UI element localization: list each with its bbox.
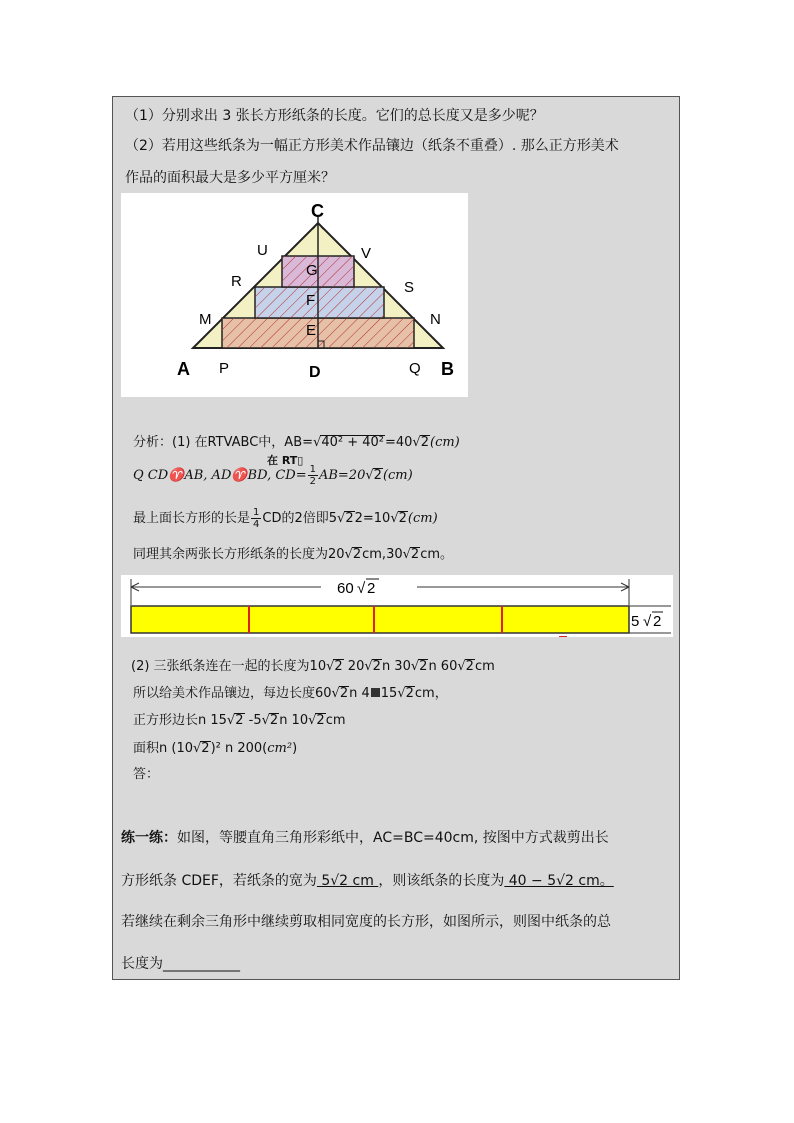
analysis-line-4: 同理其余两张长方形纸条的长度为20√2cm,30√2cm。 [133, 547, 454, 562]
svg-text:√: √ [357, 580, 366, 597]
label-a: A [177, 359, 190, 379]
width-label: 5 [631, 613, 640, 630]
label-q: Q [409, 360, 421, 377]
triangle-diagram [121, 193, 468, 397]
label-g: G [306, 262, 318, 279]
strip-figure [121, 575, 673, 637]
length-rad: 2 [367, 580, 376, 597]
question-2-line-1: （2）若用这些纸条为一幅正方形美术作品镶边（纸条不重叠）. 那么正方形美术 [125, 138, 619, 154]
svg-text:√: √ [643, 613, 652, 630]
label-s: S [404, 279, 415, 296]
label-r: R [231, 273, 242, 290]
practice-line-3: 若继续在剩余三角形中继续剪取相同宽度的长方形，如图所示，则图中纸条的总 [121, 914, 611, 930]
part2-line-4: 面积n (10√2)² n 200(cm²) [133, 741, 298, 756]
question-1: （1）分别求出 3 张长方形纸条的长度。它们的总长度又是多少呢？ [125, 108, 544, 124]
analysis-line-1: 分析：(1) 在RTVABC中，AB=√40² + 40²=40√2(cm) [133, 435, 460, 450]
practice-line-1: 练一练：如图，等腰直角三角形彩纸中，AC=BC=40cm, 按图中方式裁剪出长 [121, 830, 609, 846]
question-2-line-2: 作品的面积最大是多少平方厘米？ [125, 170, 335, 186]
part2-line-2: 所以给美术作品镶边，每边长度60√2n 4 15√2cm， [133, 686, 448, 701]
label-e: E [306, 322, 317, 339]
length-label: 60 [337, 580, 354, 597]
yellow-strip [131, 606, 629, 633]
triangle-figure [121, 193, 468, 397]
part2-line-1: (2) 三张纸条连在一起的长度为10√2 20√2n 30√2n 60√2cm [131, 659, 495, 674]
rect-middle-hatch [255, 287, 384, 318]
label-b: B [441, 359, 454, 379]
practice-line-4: 长度为___________ [121, 956, 240, 972]
analysis-line-3: 最上面长方形的长是 $\frac{1}{4}$ CD的2倍即5√22=10√2(cm) [133, 507, 438, 530]
label-v: V [361, 245, 372, 262]
label-p: P [219, 360, 230, 377]
practice-line-2: 方形纸条 CDEF，若纸条的宽为 5√2 cm ，则该纸条的长度为 40 − 5√2 cm。 [121, 873, 614, 889]
analysis-line-2-top: 在 RT▯ [267, 454, 304, 467]
label-d: D [309, 364, 321, 381]
label-u: U [257, 242, 268, 259]
width-rad: 2 [653, 613, 662, 630]
analysis-line-2: Q CD♈AB, AD♈BD, CD= $\frac{1}{2}$ AB=20√2(cm) [133, 464, 413, 487]
label-n: N [430, 311, 441, 328]
label-f: F [306, 292, 316, 309]
content-box [112, 96, 680, 980]
part2-line-3: 正方形边长n 15√2 -5√2n 10√2cm [133, 713, 346, 728]
answer-label: 答： [133, 767, 160, 782]
label-m: M [199, 311, 212, 328]
strip-diagram [121, 575, 673, 637]
label-c: C [311, 201, 324, 221]
